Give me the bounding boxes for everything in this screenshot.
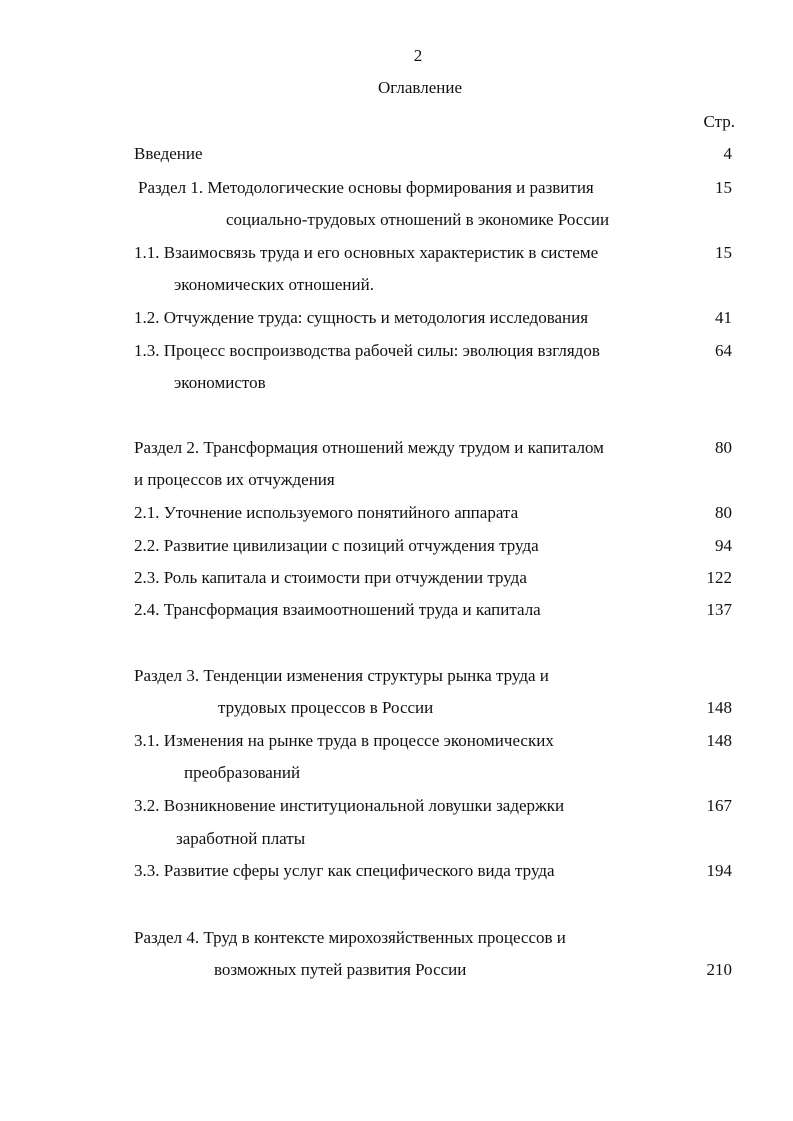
toc-page-3-1: 148 bbox=[706, 731, 732, 750]
toc-page-1-1: 15 bbox=[715, 243, 732, 262]
toc-entry-1-3: 1.3. Процесс воспроизводства рабочей силы: эволюция взглядов bbox=[134, 341, 600, 360]
toc-entry-3-3: 3.3. Развитие сферы услуг как специфического вида труда bbox=[134, 861, 555, 880]
toc-page-3-3: 194 bbox=[706, 861, 732, 880]
toc-entry-section-2-cont: и процессов их отчуждения bbox=[134, 470, 335, 489]
toc-entry-section-3-cont: трудовых процессов в России bbox=[218, 698, 434, 717]
toc-entry-section-2: Раздел 2. Трансформация отношений между трудом и капиталом bbox=[134, 438, 604, 457]
toc-entry-section-3: Раздел 3. Тенденции изменения структуры рынка труда и bbox=[134, 666, 549, 685]
toc-page-intro: 4 bbox=[723, 144, 732, 163]
toc-page-3-2: 167 bbox=[706, 796, 732, 815]
toc-page-section-1: 15 bbox=[715, 178, 732, 197]
page-number: 2 bbox=[413, 46, 423, 65]
toc-entry-1-1: 1.1. Взаимосвязь труда и его основных характеристик в системе bbox=[134, 243, 599, 262]
toc-page-2-1: 80 bbox=[715, 503, 732, 522]
toc-page-2-2: 94 bbox=[715, 536, 732, 555]
toc-entry-1-3-cont: экономистов bbox=[174, 373, 266, 392]
toc-page-2-4: 137 bbox=[706, 600, 732, 619]
toc-entry-3-1: 3.1. Изменения на рынке труда в процессе экономических bbox=[134, 731, 554, 750]
toc-entry-section-4: Раздел 4. Труд в контексте мирохозяйственных процессов и bbox=[134, 928, 566, 947]
toc-entry-3-2: 3.2. Возникновение институциональной ловушки задержки bbox=[134, 796, 565, 815]
toc-page-1-3: 64 bbox=[715, 341, 732, 360]
toc-entry-3-2-cont: заработной платы bbox=[176, 829, 306, 848]
page-title: Оглавление bbox=[378, 78, 462, 97]
toc-entry-section-1: Раздел 1. Методологические основы формирования и развития bbox=[138, 178, 594, 197]
toc-entry-2-4: 2.4. Трансформация взаимоотношений труда и капитала bbox=[134, 600, 541, 619]
toc-entry-section-4-cont: возможных путей развития России bbox=[214, 960, 467, 979]
toc-page-section-3: 148 bbox=[706, 698, 732, 717]
toc-entry-1-2: 1.2. Отчуждение труда: сущность и методология исследования bbox=[134, 308, 589, 327]
toc-entry-2-1: 2.1. Уточнение используемого понятийного аппарата bbox=[134, 503, 519, 522]
toc-page-section-2: 80 bbox=[715, 438, 732, 457]
toc-entry-3-1-cont: преобразований bbox=[184, 763, 301, 782]
toc-entry-2-3: 2.3. Роль капитала и стоимости при отчуждении труда bbox=[134, 568, 527, 587]
toc-entry-2-2: 2.2. Развитие цивилизации с позиций отчуждения труда bbox=[134, 536, 539, 555]
toc-entry-1-1-cont: экономических отношений. bbox=[174, 275, 374, 294]
toc-page-2-3: 122 bbox=[706, 568, 732, 587]
toc-entry-intro: Введение bbox=[134, 144, 203, 163]
page-column-header: Стр. bbox=[703, 112, 735, 131]
toc-page-section-4: 210 bbox=[706, 960, 732, 979]
toc-page-1-2: 41 bbox=[715, 308, 732, 327]
toc-entry-section-1-cont: социально-трудовых отношений в экономике России bbox=[226, 210, 610, 229]
